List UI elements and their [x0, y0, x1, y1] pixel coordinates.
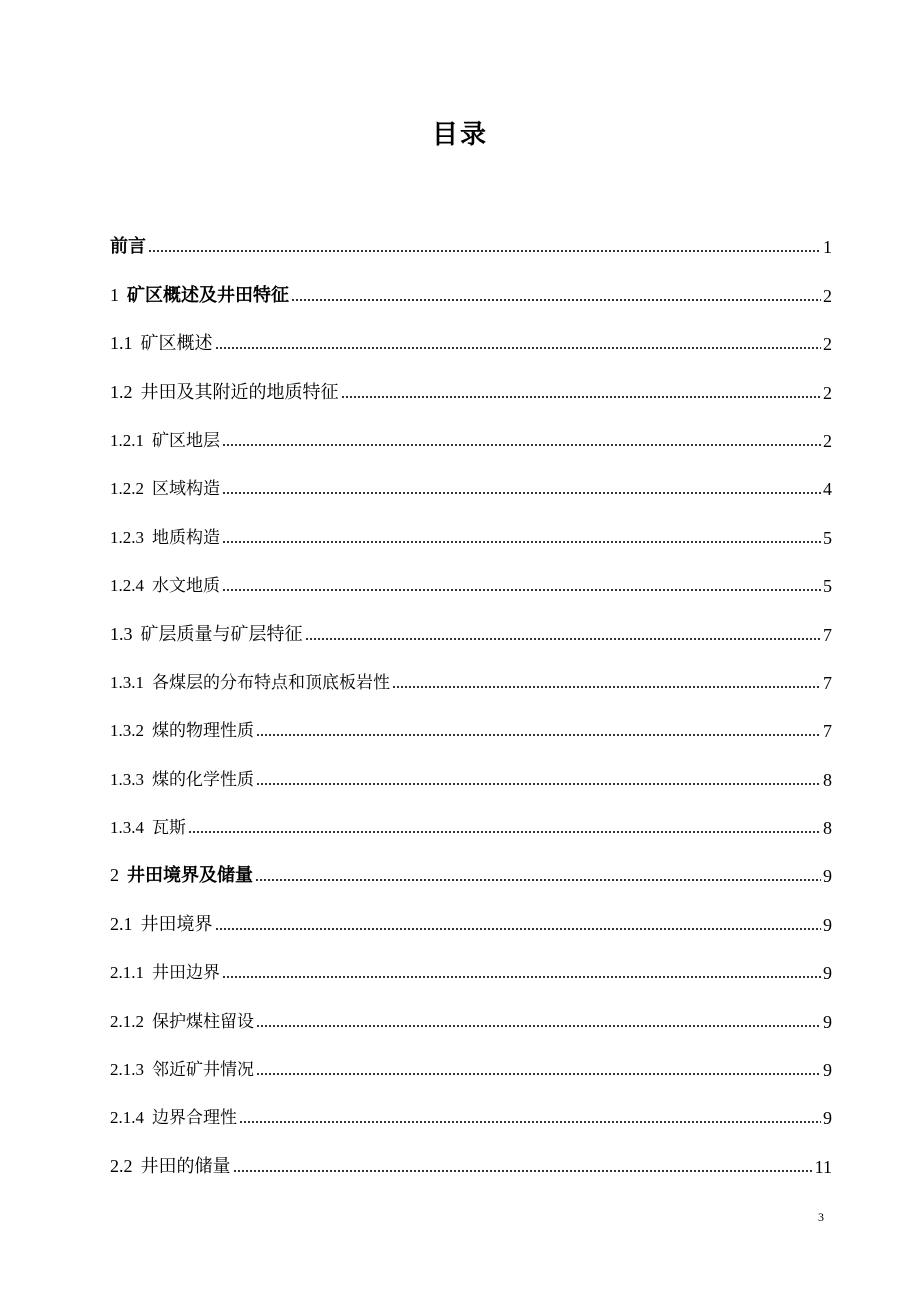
toc-entry-page: 9: [823, 1108, 832, 1129]
toc-entry-text: 矿层质量与矿层特征: [140, 623, 303, 645]
dot-leader: [215, 346, 822, 350]
dot-leader: [392, 685, 821, 689]
toc-entry[interactable]: [110, 646, 832, 694]
dot-leader: [341, 395, 822, 399]
dot-leader: [291, 298, 821, 302]
toc-entry-page: 5: [823, 527, 832, 548]
page-title: 目录: [431, 120, 488, 150]
toc-entry-page: 11: [814, 1156, 832, 1177]
toc-entry-label: [110, 527, 220, 549]
toc-entry-page: 7: [823, 672, 832, 693]
toc-entry[interactable]: [110, 936, 832, 984]
toc-entry-label: [110, 430, 220, 452]
toc-entry-number: 1.2.2: [110, 479, 144, 499]
toc-entry-label: [110, 1059, 254, 1081]
toc-entry-label: [110, 672, 390, 694]
toc-entry[interactable]: [110, 839, 832, 887]
toc-entry-number: 2: [110, 865, 119, 886]
toc-entry-number: 2.1.2: [110, 1011, 144, 1031]
toc-entry-number: 2.1.4: [110, 1108, 144, 1128]
toc-entry-page: 4: [823, 479, 832, 500]
toc-entry-label: [110, 236, 146, 258]
toc-entry-text: 矿区地层: [152, 430, 220, 451]
toc-entry-text: 井田的储量: [140, 1155, 231, 1177]
dot-leader: [256, 782, 821, 786]
toc-entry-text: 各煤层的分布特点和顶底板岩性: [152, 672, 390, 693]
toc-entry-number: 1.3.4: [110, 818, 144, 838]
dot-leader: [222, 443, 821, 447]
toc-entry[interactable]: [110, 1033, 832, 1081]
toc-entry[interactable]: [110, 210, 832, 258]
toc-entry-text: 井田及其附近的地质特征: [140, 381, 339, 403]
toc-entry-page: 2: [823, 430, 832, 451]
toc-entry-text: 地质构造: [152, 527, 220, 548]
dot-leader: [222, 588, 821, 592]
dot-leader: [256, 1072, 821, 1076]
dot-leader: [215, 927, 822, 931]
toc-entry-page: 2: [823, 285, 832, 306]
dot-leader: [148, 249, 821, 253]
toc-entry-label: [110, 913, 213, 936]
toc-entry-number: 2.2: [110, 1155, 133, 1176]
dot-leader: [256, 733, 821, 737]
dot-leader: [255, 878, 821, 882]
toc-entry-label: [110, 575, 220, 597]
toc-entry-number: 2.1.1: [110, 963, 144, 983]
toc-entry-page: 9: [823, 914, 832, 935]
toc-entry-label: [110, 1011, 254, 1033]
toc-entry[interactable]: [110, 307, 832, 355]
toc-entry[interactable]: [110, 984, 832, 1032]
toc-entry-label: [110, 623, 303, 646]
toc-entry-number: 1.3.2: [110, 721, 144, 741]
toc-entry-page: 9: [823, 1060, 832, 1081]
toc-entry-page: 8: [823, 818, 832, 839]
toc-entry-text: 矿区概述及井田特征: [127, 284, 289, 306]
toc-entry[interactable]: [110, 404, 832, 452]
toc-entry-text: 边界合理性: [152, 1108, 237, 1129]
toc-entry-page: 8: [823, 769, 832, 790]
toc-entry[interactable]: [110, 1081, 832, 1129]
toc-entry-page: 7: [823, 721, 832, 742]
toc-entry-number: 1.2.1: [110, 430, 144, 450]
toc-entry[interactable]: [110, 355, 832, 403]
toc-entry[interactable]: [110, 742, 832, 790]
dot-leader: [305, 637, 822, 641]
toc-entry-label: [110, 381, 339, 404]
toc-entry-text: 井田境界: [140, 913, 213, 935]
toc-entry-label: [110, 817, 186, 839]
toc-entry-page: 9: [823, 1011, 832, 1032]
toc-entry-text: 煤的化学性质: [152, 769, 254, 790]
toc-entry-text: 区域构造: [152, 479, 220, 500]
toc-entry-number: 1: [110, 284, 119, 305]
toc-entry[interactable]: [110, 597, 832, 645]
toc-entry-label: [110, 332, 213, 355]
toc-entry-page: 1: [823, 237, 832, 258]
toc-entry-text: 井田边界: [152, 963, 220, 984]
toc-entry-text: 瓦斯: [152, 818, 186, 839]
toc-entry-label: [110, 1155, 231, 1178]
toc-entry[interactable]: [110, 1129, 832, 1177]
toc-entry-text: 水文地质: [152, 576, 220, 597]
toc-entry-label: [110, 720, 254, 742]
toc-entry-page: 2: [823, 382, 832, 403]
toc-entry-text: 保护煤柱留设: [152, 1011, 254, 1032]
toc-entry-text: 矿区概述: [140, 333, 213, 355]
toc-entry-text: 井田境界及储量: [127, 865, 253, 887]
toc-entry-page: 2: [823, 334, 832, 355]
toc-entry[interactable]: [110, 258, 832, 306]
toc-entry-label: [110, 478, 220, 500]
toc-entry-number: 1.3: [110, 623, 133, 644]
dot-leader: [222, 491, 821, 495]
toc-entry-label: [110, 1107, 237, 1129]
toc-entry[interactable]: [110, 791, 832, 839]
dot-leader: [188, 830, 821, 834]
dot-leader: [256, 1024, 821, 1028]
dot-leader: [222, 540, 821, 544]
toc-entry-number: 2.1: [110, 913, 133, 934]
toc-entry-text: 邻近矿井情况: [152, 1060, 254, 1081]
table-of-contents: [110, 210, 832, 1178]
toc-entry-number: 1.2: [110, 381, 133, 402]
toc-entry-number: 1.2.3: [110, 527, 144, 547]
toc-entry[interactable]: [110, 452, 832, 500]
toc-entry-page: 9: [823, 866, 832, 887]
toc-entry-number: 1.2.4: [110, 576, 144, 596]
toc-entry-label: [110, 864, 253, 887]
toc-entry-page: 9: [823, 963, 832, 984]
toc-entry-label: [110, 284, 289, 307]
toc-entry-text: 前言: [110, 236, 146, 258]
toc-entry-text: 煤的物理性质: [152, 721, 254, 742]
toc-entry-number: 2.1.3: [110, 1060, 144, 1080]
toc-entry[interactable]: [110, 549, 832, 597]
toc-entry-label: [110, 769, 254, 791]
toc-entry[interactable]: [110, 500, 832, 548]
toc-entry-label: [110, 962, 220, 984]
dot-leader: [239, 1120, 821, 1124]
toc-entry-number: 1.3.1: [110, 672, 144, 692]
toc-entry-number: 1.3.3: [110, 769, 144, 789]
dot-leader: [233, 1169, 813, 1173]
toc-entry-number: 1.1: [110, 333, 133, 354]
page-number: 3: [818, 1210, 824, 1224]
toc-entry[interactable]: [110, 887, 832, 935]
dot-leader: [222, 975, 821, 979]
toc-entry-page: 7: [823, 624, 832, 645]
toc-entry-page: 5: [823, 576, 832, 597]
toc-entry[interactable]: [110, 694, 832, 742]
